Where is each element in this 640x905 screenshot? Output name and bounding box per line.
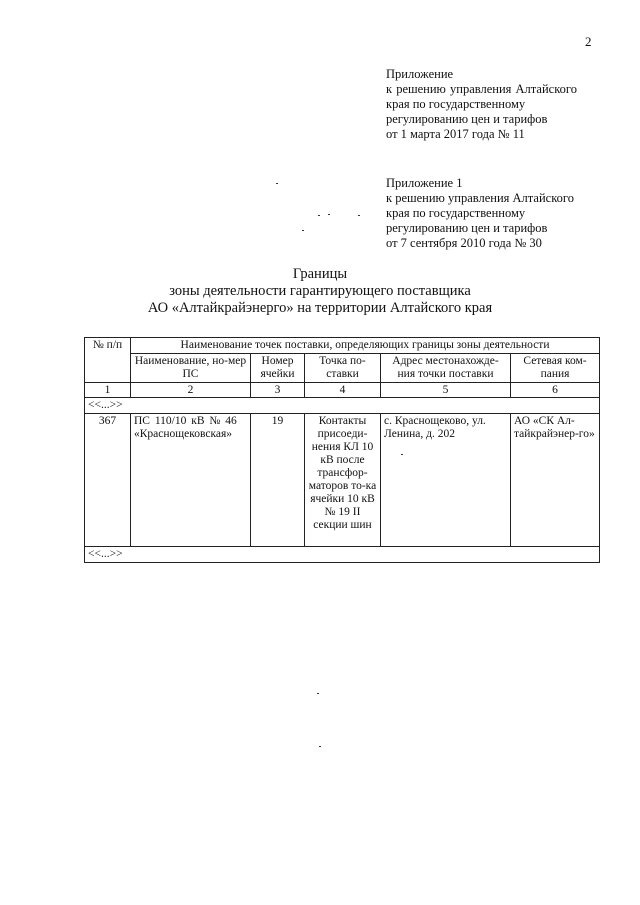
appendix-line: к решению управления Алтайского (386, 82, 577, 96)
table-row (85, 414, 600, 547)
title-line: Границы (292, 266, 348, 282)
column-number: 2 (131, 383, 251, 398)
boundary-points-table (84, 337, 600, 563)
appendix-line: края по государственному (386, 97, 526, 111)
appendix-line: от 1 марта 2017 года № 11 (386, 127, 525, 141)
scan-speck (358, 215, 360, 216)
row-grid-company: АО «СК Ал-тайкрайэнер-го» (511, 414, 600, 547)
appendix-original-header (386, 176, 574, 251)
scan-speck (318, 215, 320, 216)
appendix-line: к решению управления Алтайского (386, 191, 574, 205)
scan-speck (328, 214, 330, 215)
column-number: 3 (251, 383, 305, 398)
appendix-line: регулированию цен и тарифов (386, 112, 548, 126)
appendix-line: Приложение 1 (386, 176, 463, 190)
scan-speck (401, 454, 403, 455)
column-number: 5 (381, 383, 511, 398)
row-address: с. Краснощеково, ул. Ленина, д. 202 (381, 414, 511, 547)
scan-speck (317, 693, 319, 694)
header-delivery-point: Точка по-ставки (305, 354, 381, 383)
row-substation: ПС 110/10 кВ № 46 «Краснощековская» (131, 414, 251, 547)
document-title (0, 266, 640, 317)
scan-speck (319, 746, 321, 747)
row-delivery-point: Контакты присоеди-нения КЛ 10 кВ после трансфор-маторов то-ка ячейки 10 кВ № 19 II секции шин (305, 414, 381, 547)
scan-speck (302, 230, 304, 231)
omission-marker: <<...>> (85, 398, 600, 414)
page-number: 2 (585, 34, 592, 49)
title-line: АО «Алтайкрайэнерго» на территории Алтайского края (147, 300, 493, 316)
appendix-line: Приложение (386, 67, 454, 81)
header-row-number: № п/п (85, 338, 131, 383)
row-cell-number: 19 (251, 414, 305, 547)
column-number: 1 (85, 383, 131, 398)
appendix-line: от 7 сентября 2010 года № 30 (386, 236, 542, 250)
header-cell-number: Номер ячейки (251, 354, 305, 383)
header-address: Адрес местонахожде-ния точки поставки (381, 354, 511, 383)
omission-marker: <<...>> (85, 547, 600, 563)
column-number: 6 (511, 383, 600, 398)
scan-speck (276, 183, 278, 184)
header-group: Наименование точек поставки, определяющих границы зоны деятельности (131, 338, 600, 354)
row-number: 367 (85, 414, 131, 547)
column-number: 4 (305, 383, 381, 398)
title-line: зоны деятельности гарантирующего поставщика (169, 283, 471, 299)
appendix-current-header (386, 67, 577, 142)
header-grid-company: Сетевая ком-пания (511, 354, 600, 383)
appendix-line: регулированию цен и тарифов (386, 221, 548, 235)
header-substation: Наименование, но-мер ПС (131, 354, 251, 383)
appendix-line: края по государственному (386, 206, 526, 220)
